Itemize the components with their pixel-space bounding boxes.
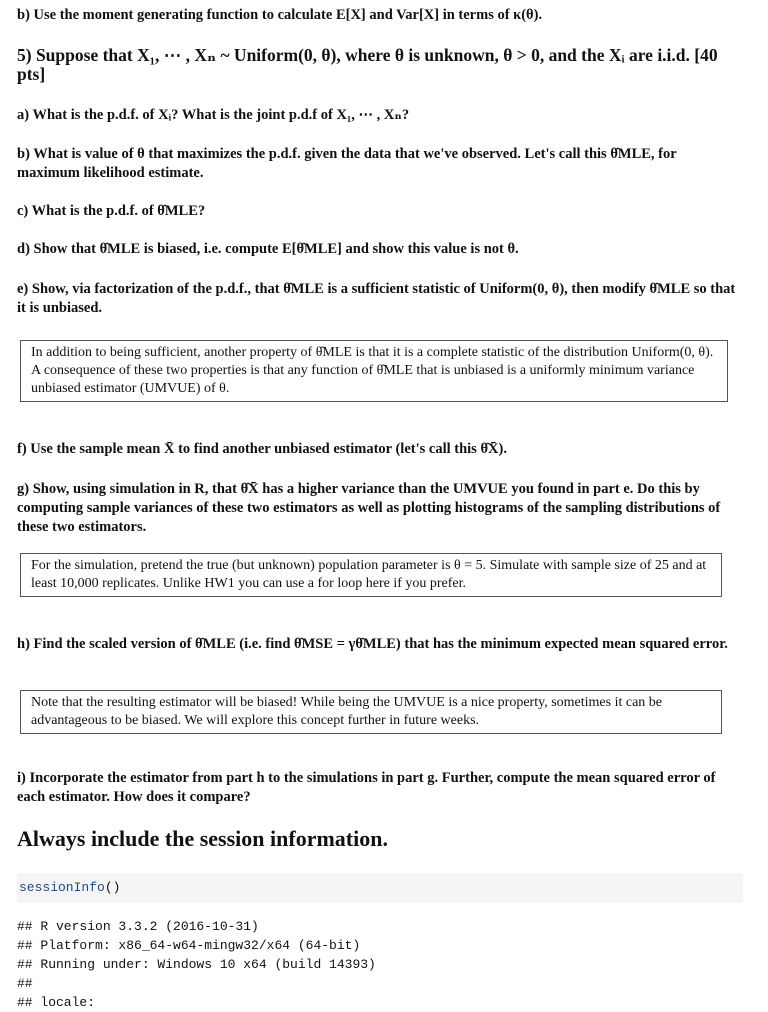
question-5a: a) What is the p.d.f. of Xᵢ? What is the joint p.d.f of X₁, ⋯ , Xₙ? xyxy=(17,107,410,123)
code-function: sessionInfo xyxy=(19,880,105,895)
question-b-mgf: b) Use the moment generating function to calculate E[X] and Var[X] in terms of κ(θ). xyxy=(17,7,543,23)
question-5b: b) What is value of θ that maximizes the p.d.f. given the data that we've observed. Let's call this θ̂MLE, for maximum likelihood estimate. xyxy=(17,146,677,181)
question-5: 5) Suppose that X₁, ⋯ , Xₙ ~ Uniform(0, θ), where θ is unknown, θ > 0, and the Xᵢ are i.i.d. [40 pts] xyxy=(17,45,718,84)
question-5f: f) Use the sample mean X̄ to find another unbiased estimator (let's call this θ̂X̄). xyxy=(17,441,507,457)
output-line: ## Running under: Windows 10 x64 (build 14393) xyxy=(17,957,376,972)
note-bias: Note that the resulting estimator will be biased! While being the UMVUE is a nice property, sometimes it can be advantageous to be biased. We will explore this concept further in future weeks. xyxy=(20,690,722,734)
note-umvue: In addition to being sufficient, another property of θ̂MLE is that it is a complete statistic of the distribution Uniform(0, θ). A consequence of these two properties is that any function of θ̂MLE that is unbiased is a uniformly minimum variance unbiased estimator (UMVUE) of θ. xyxy=(20,340,728,402)
question-5d: d) Show that θ̂MLE is biased, i.e. compute E[θ̂MLE] and show this value is not θ. xyxy=(17,241,519,257)
note-simulation: For the simulation, pretend the true (but unknown) population parameter is θ = 5. Simulate with sample size of 25 and at least 10,000 replicates. Unlike HW1 you can use a for loop here if you prefer. xyxy=(20,553,722,597)
question-5h: h) Find the scaled version of θ̂MLE (i.e. find θ̂MSE = γθ̂MLE) that has the minimum expected mean squared error. xyxy=(17,636,728,652)
session-heading: Always include the session information. xyxy=(17,826,388,851)
question-5i: i) Incorporate the estimator from part h to the simulations in part g. Further, compute the mean squared error of each estimator. How does it compare? xyxy=(17,770,716,805)
code-block xyxy=(17,873,743,903)
output-line: ## locale: xyxy=(17,995,96,1010)
output-line: ## Platform: x86_64-w64-mingw32/x64 (64-bit) xyxy=(17,938,361,953)
output-line: ## R version 3.3.2 (2016-10-31) xyxy=(17,919,259,934)
question-5e: e) Show, via factorization of the p.d.f., that θ̂MLE is a sufficient statistic of Uniform(0, θ), then modify θ̂MLE so that it is unbiased. xyxy=(17,281,736,316)
output-line: ## xyxy=(17,976,33,991)
code-parens: () xyxy=(104,880,121,895)
question-5c: c) What is the p.d.f. of θ̂MLE? xyxy=(17,203,206,219)
code-output xyxy=(17,917,376,1012)
question-5g: g) Show, using simulation in R, that θ̂X̄ has a higher variance than the UMVUE you found in part e. Do this by computing sample variances of these two estimators as well as plotting histograms of the sampling distributions of these two estimators. xyxy=(17,481,721,535)
